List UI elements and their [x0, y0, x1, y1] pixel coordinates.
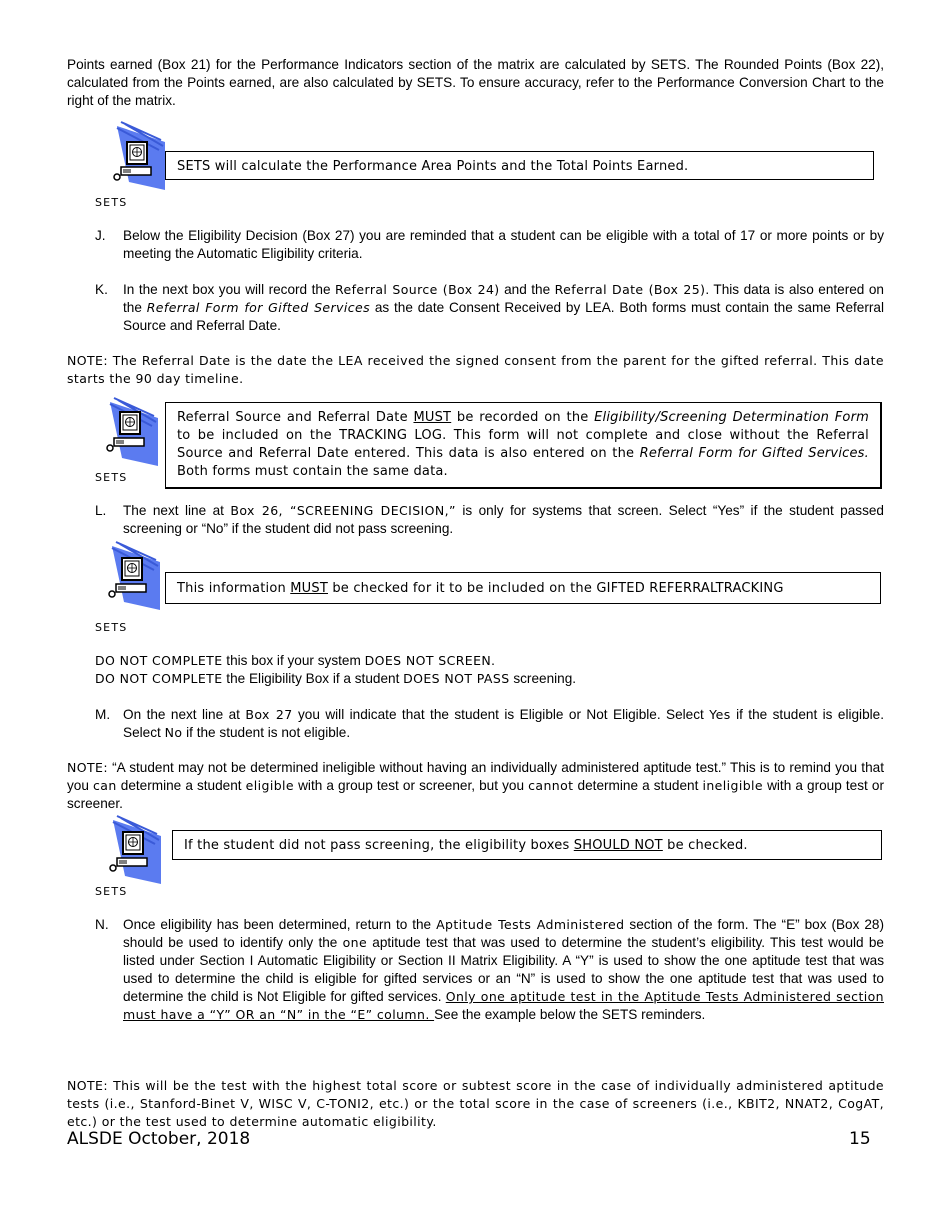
sets-label: SETS: [95, 471, 128, 484]
item-letter: K.: [95, 282, 108, 297]
sets-label: SETS: [95, 196, 128, 209]
computer-icon: [98, 540, 164, 616]
item-text: Below the Eligibility Decision (Box 27) you are reminded that a student can be eligible with a total of 17 or more points or by meeting the Automatic Eligibility criteria.: [123, 228, 884, 261]
sets-reminder-box: SETS will calculate the Performance Area Points and the Total Points Earned.: [165, 151, 874, 180]
item-letter: J.: [95, 228, 106, 243]
checked-info-box: This information MUST be checked for it to be included on the GIFTED REFERRALTRACKING: [165, 572, 881, 604]
item-text: In the next box you will record the Referral Source (Box 24) and the Referral Date (Box 25). This data is also entered on the Referral Form for Gifted Services as the date Consent Received by LEA. Both forms must contain the same Referral Source and Referral Date.: [123, 282, 884, 333]
note-ineligible: NOTE: “A student may not be determined ineligible without having an individually administered aptitude test.” This is to remind you that you can determine a student eligible with a group test or screener, but you cannot determine a student ineligible with a group test or screener.: [67, 760, 884, 811]
computer-icon: [103, 120, 169, 196]
screening-eligibility-box: If the student did not pass screening, the eligibility boxes SHOULD NOT be checked.: [172, 830, 882, 860]
referral-source-box: Referral Source and Referral Date MUST be recorded on the Eligibility/Screening Determination Form to be included on the TRACKING LOG. This form will not complete and close without the Referral Source and Referral Date entered. This data is also entered on the Referral Form for Gifted Services. Both forms must contain the same data.: [165, 402, 882, 489]
page-number: 15: [849, 1129, 871, 1149]
note-referral-date: NOTE: The Referral Date is the date the LEA received the signed consent from the parent for the gifted referral. This date starts the 90 day timeline.: [67, 353, 884, 386]
item-letter: N.: [95, 917, 109, 932]
footer-date: ALSDE October, 2018: [67, 1129, 251, 1149]
item-text: Once eligibility has been determined, return to the Aptitude Tests Administered section of the form. The “E” box (Box 28) should be used to identify only the one aptitude test that was used to determine the student’s eligibility. This test would be listed under Section I Automatic Eligibility or Section II Matrix Eligibility. A “Y” is used to show the one aptitude test that was used to determine the child is eligible for gifted services or an “N” is used to show the one aptitude test that was used to determine the child is Not Eligible for gifted services. Only one aptitude test in the Aptitude Tests Administered section must have a “Y” OR an “N” in the “E” column. See the example below the SETS reminders.: [123, 917, 885, 1022]
item-letter: M.: [95, 707, 111, 722]
sets-label: SETS: [95, 621, 128, 634]
item-letter: L.: [95, 503, 107, 518]
sets-label: SETS: [95, 885, 128, 898]
note-highest-score: NOTE: This will be the test with the highest total score or subtest score in the case of individually administered aptitude tests (i.e., Stanford-Binet V, WISC V, C-TONI2, etc.) or the total score in the case of screeners (i.e., KBIT2, NNAT2, CogAT, etc.) or the test used to determine automatic eligibility.: [67, 1078, 884, 1129]
item-text: The next line at Box 26, “SCREENING DECISION,” is only for systems that screen. Select “Yes” if the student passed screening or “No” if the student did not pass screening.: [123, 503, 884, 536]
do-not-complete-line-1: DO NOT COMPLETE this box if your system DOES NOT SCREEN.: [95, 653, 495, 668]
do-not-complete-line-2: DO NOT COMPLETE the Eligibility Box if a student DOES NOT PASS screening.: [95, 671, 577, 686]
computer-icon: [96, 396, 162, 472]
intro-paragraph: Points earned (Box 21) for the Performance Indicators section of the matrix are calculated by SETS. The Rounded Points (Box 22), calculated from the Points earned, are also calculated by SETS. To ensure accuracy, refer to the Performance Conversion Chart to the right of the matrix.: [67, 57, 884, 108]
computer-icon: [99, 814, 165, 890]
item-text: On the next line at Box 27 you will indicate that the student is Eligible or Not Eligible. Select Yes if the student is eligible. Select No if the student is not eligible.: [123, 707, 884, 740]
